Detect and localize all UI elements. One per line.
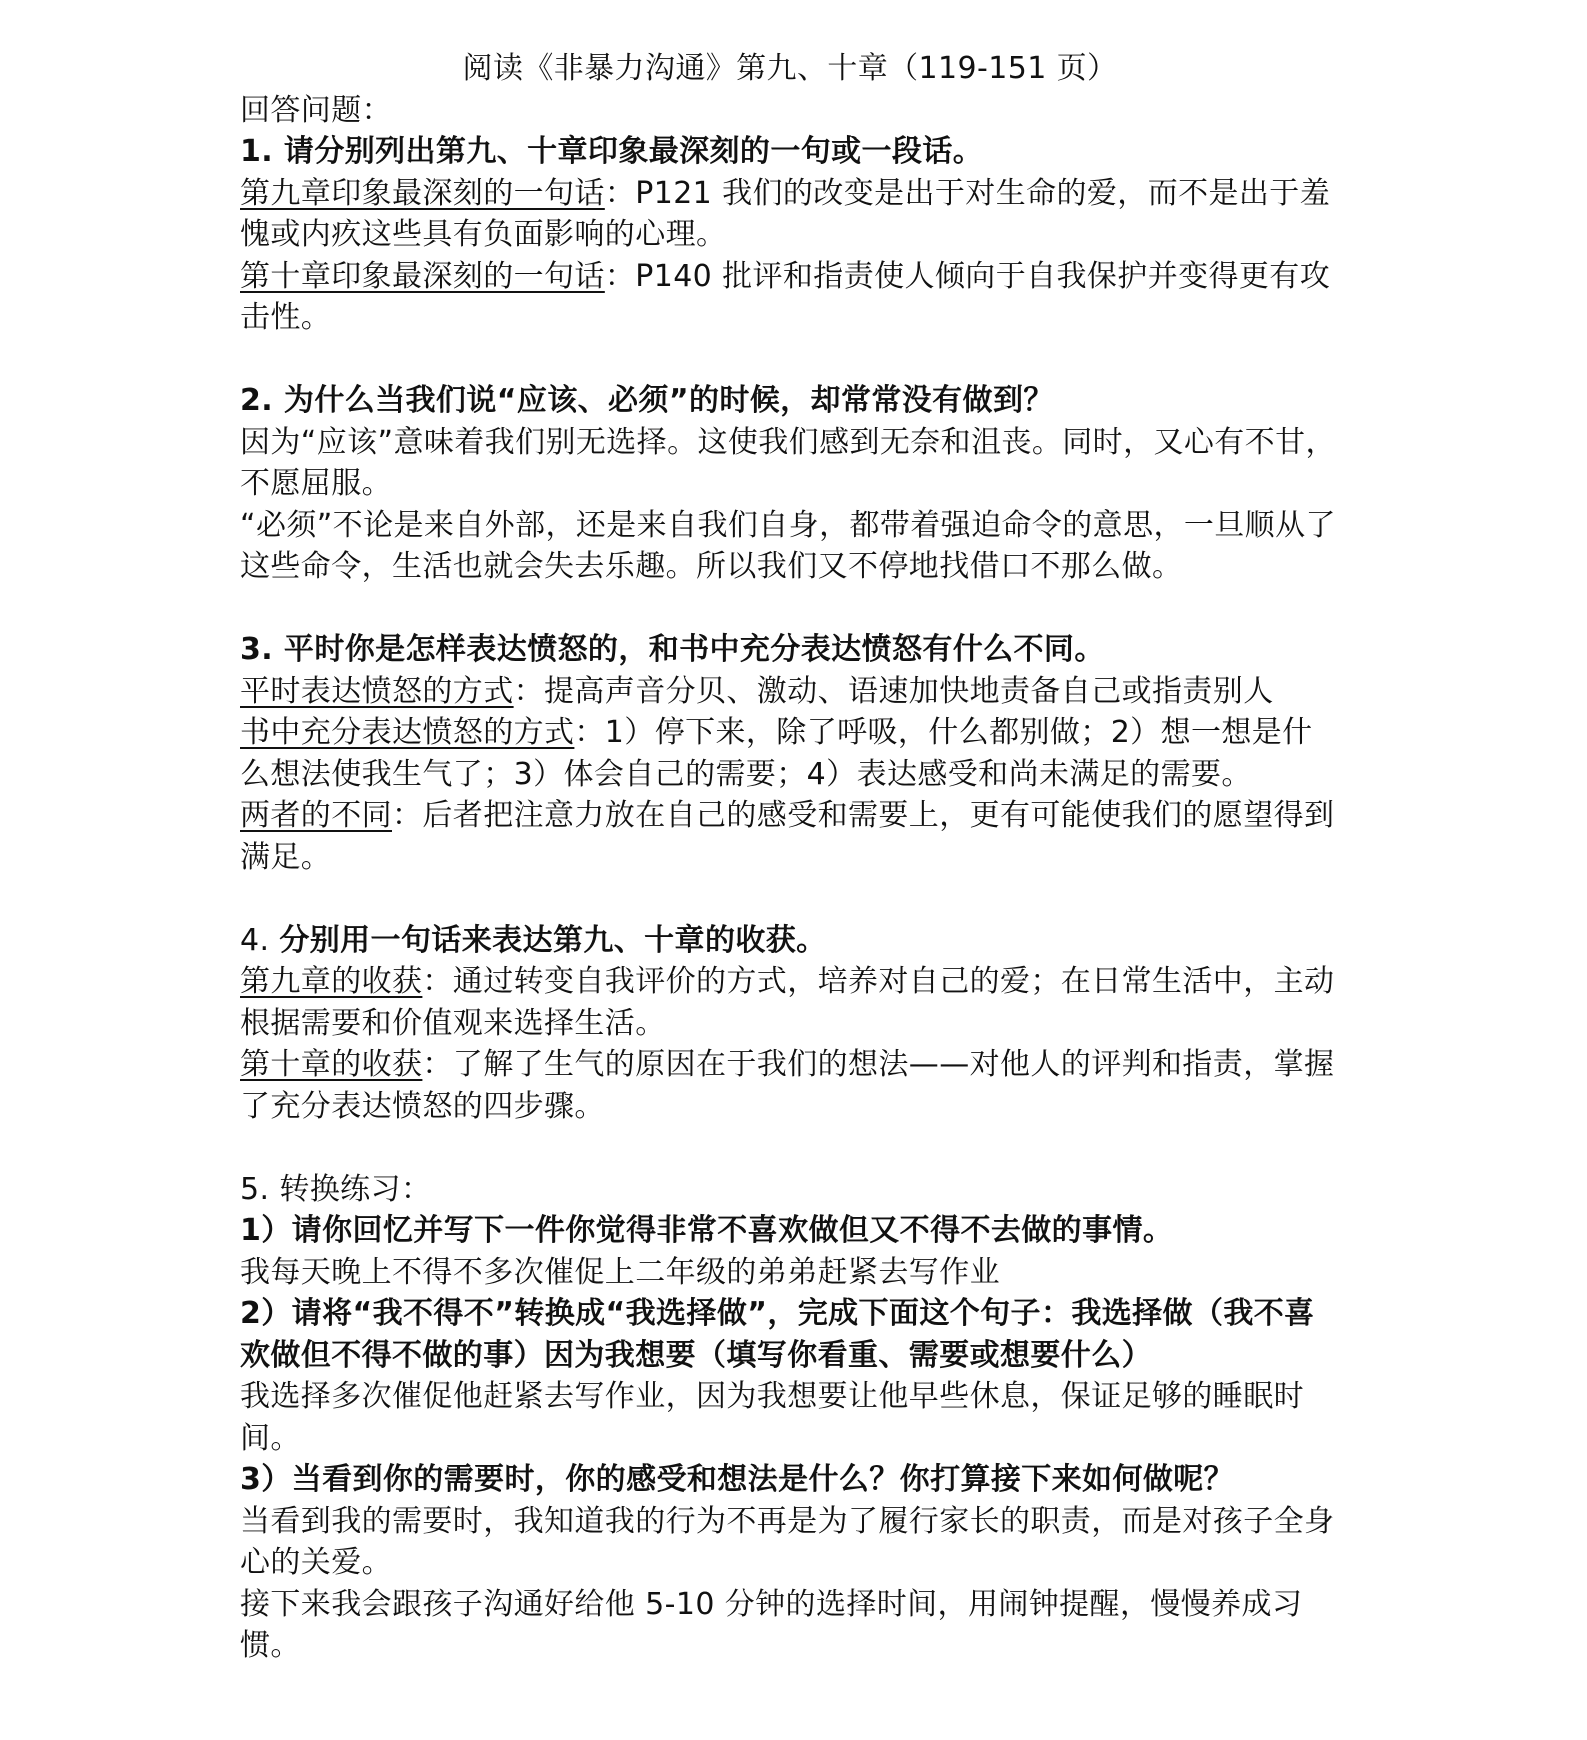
answer-1-chapter10-label: 第十章印象最深刻的一句话 bbox=[240, 258, 605, 294]
spacer bbox=[240, 1127, 1340, 1169]
spacer bbox=[240, 339, 1340, 381]
spacer bbox=[240, 878, 1340, 920]
answer-3-difference-label: 两者的不同 bbox=[240, 798, 392, 833]
answer-3-book-way bbox=[240, 712, 1340, 795]
answer-5-sub-2: 我选择多次催促他赶紧去写作业，因为我想要让他早些休息，保证足够的睡眠时间。 bbox=[240, 1379, 1304, 1456]
question-4-text: 分别用一句话来表达第九、十章的收获。 bbox=[279, 922, 827, 958]
answer-3-difference-text: ：后者把注意力放在自己的感受和需要上，更有可能使我们的愿望得到满足。 bbox=[240, 798, 1335, 875]
question-5-heading: 5. 转换练习： bbox=[240, 1171, 432, 1207]
answer-1-chapter9-text: ：P121 我们的改变是出于对生命的爱，而不是出于羞愧或内疚这些具有负面影响的心理。 bbox=[240, 175, 1331, 252]
answer-3-usual-way-text: ：提高声音分贝、激动、语速加快地责备自己或指责别人 bbox=[513, 673, 1274, 709]
answer-4-chapter9-label: 第九章的收获 bbox=[240, 964, 423, 999]
answer-4-chapter9-text: ：通过转变自我评价的方式，培养对自己的爱；在日常生活中，主动根据需要和价值观来选择生活。 bbox=[240, 964, 1335, 1041]
question-4 bbox=[240, 920, 1340, 962]
question-3: 3. 平时你是怎样表达愤怒的，和书中充分表达愤怒有什么不同。 bbox=[240, 632, 1105, 667]
answer-4-chapter10-label: 第十章的收获 bbox=[240, 1047, 423, 1082]
intro-text: 回答问题： bbox=[240, 92, 392, 128]
answer-2-paragraph-2: “必须”不论是来自外部，还是来自我们自身，都带着强迫命令的意思，一旦顺从了这些命令，生活也就会失去乐趣。所以我们又不停地找借口不那么做。 bbox=[240, 507, 1336, 584]
question-2: 2. 为什么当我们说“应该、必须”的时候，却常常没有做到？ bbox=[240, 383, 1054, 418]
answer-1-chapter10 bbox=[240, 256, 1340, 339]
question-5-sub-2: 2）请将“我不得不”转换成“我选择做”，完成下面这个句子：我选择做（我不喜欢做但不得不做的事）因为我想要（填写你看重、需要或想要什么） bbox=[240, 1296, 1315, 1373]
answer-5-sub-3-paragraph-2: 接下来我会跟孩子沟通好给他 5-10 分钟的选择时间，用闹钟提醒，慢慢养成习惯。 bbox=[240, 1586, 1303, 1663]
answer-5-sub-1: 我每天晚上不得不多次催促上二年级的弟弟赶紧去写作业 bbox=[240, 1254, 1000, 1290]
document-body bbox=[240, 48, 1340, 1667]
answer-3-difference bbox=[240, 795, 1340, 878]
answer-1-chapter10-text: ：P140 批评和指责使人倾向于自我保护并变得更有攻击性。 bbox=[240, 258, 1331, 335]
answer-5-sub-3-paragraph-1: 当看到我的需要时，我知道我的行为不再是为了履行家长的职责，而是对孩子全身心的关爱。 bbox=[240, 1503, 1335, 1580]
question-5-sub-3: 3）当看到你的需要时，你的感受和想法是什么？你打算接下来如何做呢？ bbox=[240, 1462, 1235, 1497]
spacer bbox=[240, 588, 1340, 630]
question-1: 1. 请分别列出第九、十章印象最深刻的一句或一段话。 bbox=[240, 134, 984, 169]
answer-1-chapter9-label: 第九章印象最深刻的一句话 bbox=[240, 175, 605, 211]
question-5-sub-1: 1）请你回忆并写下一件你觉得非常不喜欢做但又不得不去做的事情。 bbox=[240, 1213, 1174, 1248]
answer-4-chapter10-text: ：了解了生气的原因在于我们的想法——对他人的评判和指责，掌握了充分表达愤怒的四步骤。 bbox=[240, 1047, 1335, 1124]
answer-2-paragraph-1: 因为“应该”意味着我们别无选择。这使我们感到无奈和沮丧。同时，又心有不甘，不愿屈服。 bbox=[240, 424, 1336, 501]
answer-3-usual-way-label: 平时表达愤怒的方式 bbox=[240, 673, 514, 709]
question-4-number: 4. bbox=[240, 922, 280, 958]
answer-3-usual-way bbox=[240, 671, 1340, 713]
answer-4-chapter9 bbox=[240, 961, 1340, 1044]
page-title: 阅读《非暴力沟通》第九、十章（119-151 页） bbox=[462, 51, 1118, 86]
answer-4-chapter10 bbox=[240, 1044, 1340, 1127]
answer-3-book-way-text: ：1）停下来，除了呼吸，什么都别做；2）想一想是什么想法使我生气了；3）体会自己的需要；4）表达感受和尚未满足的需要。 bbox=[240, 715, 1313, 792]
answer-1-chapter9 bbox=[240, 173, 1340, 256]
answer-3-book-way-label: 书中充分表达愤怒的方式 bbox=[240, 715, 575, 750]
